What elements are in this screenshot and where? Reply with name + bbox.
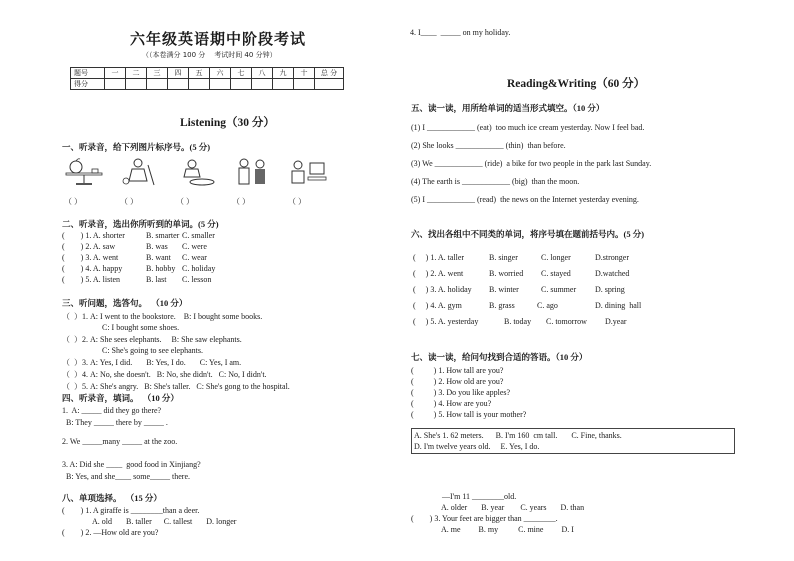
reading-writing-heading: Reading&Writing（60 分） bbox=[507, 78, 646, 90]
q2-row-c: C. were bbox=[182, 242, 207, 251]
q8-line: A. older B. year C. years D. than bbox=[441, 503, 585, 512]
q6-option-d: D. dining hall bbox=[595, 301, 642, 310]
q2-row-b: B. smarter bbox=[146, 231, 180, 240]
q1-answer-slot[interactable]: （ ） bbox=[120, 197, 138, 206]
q6-option-a: ( ) 1. A. taller bbox=[413, 253, 465, 262]
q8-line: ( ) 2. —How old are you? bbox=[62, 528, 159, 537]
q6-option-c: C. longer bbox=[541, 253, 571, 262]
listening-heading: Listening（30 分） bbox=[180, 117, 275, 129]
score-cell: 七 bbox=[231, 68, 252, 79]
q5-line: (4) The earth is ____________ (big) than the moon. bbox=[411, 177, 580, 186]
q3-line: C: I bought some shoes. bbox=[102, 323, 180, 332]
q6-option-c: C. tomorrow bbox=[546, 317, 587, 326]
apple-scale-picture bbox=[62, 157, 106, 187]
q2-row-c: C. holiday bbox=[182, 264, 216, 273]
score-cell: 总 分 bbox=[315, 68, 344, 79]
picture-row bbox=[62, 157, 332, 187]
q3-line: （ ）5. A: She's angry. B: She's taller. C: She's gong to the hospital. bbox=[62, 382, 290, 391]
score-cell: 二 bbox=[126, 68, 147, 79]
q2-row-b: B. was bbox=[146, 242, 168, 251]
q6-option-a: ( ) 5. A. yesterday bbox=[413, 317, 479, 326]
q8-line: —I'm 11 ________old. bbox=[442, 492, 517, 501]
score-input-cell[interactable] bbox=[147, 79, 168, 90]
q6-option-c: C. stayed bbox=[541, 269, 571, 278]
q3-line: （ ）4. A: No, she doesn't. B: No, she didn't. C: No, I didn't. bbox=[62, 370, 267, 379]
q7-question: ( ) 5. How tall is your mother? bbox=[411, 410, 527, 419]
score-input-cell[interactable] bbox=[189, 79, 210, 90]
q5-line: (1) I ____________ (eat) too much ice cream yesterday. Now I feel bad. bbox=[411, 123, 645, 132]
score-input-cell[interactable] bbox=[168, 79, 189, 90]
q6-option-d: D.watched bbox=[595, 269, 630, 278]
computer-picture bbox=[286, 157, 330, 187]
q6-option-a: ( ) 4. A. gym bbox=[413, 301, 462, 310]
score-table-header-row bbox=[71, 68, 344, 79]
q2-row-b: B. last bbox=[146, 275, 167, 284]
score-table bbox=[70, 67, 344, 90]
q3-line: （ ）2. A: She sees elephants. B: She saw elephants. bbox=[62, 335, 242, 344]
q6-option-b: B. grass bbox=[489, 301, 515, 310]
q1-answer-slot[interactable]: （ ） bbox=[176, 197, 194, 206]
q2-row-a: ( ) 2. A. saw bbox=[62, 242, 116, 251]
girl-sweeping-picture bbox=[118, 157, 162, 187]
q4-line: 2. We _____many _____ at the zoo. bbox=[62, 437, 178, 446]
q7-question: ( ) 3. Do you like apples? bbox=[411, 388, 511, 397]
q7-title: 七、读一读，给问句找到合适的答语。（10 分） bbox=[411, 352, 588, 362]
score-input-cell[interactable] bbox=[273, 79, 294, 90]
q6-option-c: C. summer bbox=[541, 285, 577, 294]
score-cell: 五 bbox=[189, 68, 210, 79]
score-cell: 九 bbox=[273, 68, 294, 79]
q2-title: 二、听录音，选出你所听到的单词。(5 分) bbox=[62, 219, 219, 229]
page-title: 六年级英语期中阶段考试 bbox=[130, 30, 307, 48]
q6-title: 六、找出各组中不同类的单词，将序号填在题前括号内。(5 分) bbox=[411, 229, 645, 239]
q7-answer-options: A. She's 1. 62 meters. B. I'm 160 cm tall. C. Fine, thanks. bbox=[414, 431, 622, 440]
q2-row-c: C. wear bbox=[182, 253, 207, 262]
q4-line-4: 4. I____ _____ on my holiday. bbox=[410, 28, 511, 37]
q8-line: ( ) 3. Your feet are bigger than ________. bbox=[411, 514, 558, 523]
washing-clothes-picture bbox=[174, 157, 218, 187]
score-cell: 四 bbox=[168, 68, 189, 79]
q2-row-c: C. smaller bbox=[182, 231, 215, 240]
q5-line: (2) She looks ____________ (thin) than before. bbox=[411, 141, 566, 150]
q6-option-d: D. spring bbox=[595, 285, 625, 294]
score-input-cell[interactable] bbox=[294, 79, 315, 90]
q7-question: ( ) 1. How tall are you? bbox=[411, 366, 504, 375]
q8-title: 八、单项选择。 （15 分） bbox=[62, 493, 162, 503]
q1-answer-slot[interactable]: （ ） bbox=[64, 197, 82, 206]
q6-option-b: B. winter bbox=[489, 285, 519, 294]
q4-title: 四、听录音，填词。 （10 分） bbox=[62, 393, 179, 403]
q6-option-a: ( ) 3. A. holiday bbox=[413, 285, 472, 294]
q6-option-b: B. singer bbox=[489, 253, 518, 262]
q6-option-a: ( ) 2. A. went bbox=[413, 269, 464, 278]
q6-option-b: B. worried bbox=[489, 269, 524, 278]
score-cell: 八 bbox=[252, 68, 273, 79]
q1-title: 一、听录音，给下列图片标序号。(5 分) bbox=[62, 142, 211, 152]
q4-line: B: Yes, and she____ some_____ there. bbox=[66, 472, 190, 481]
q2-row-a: ( ) 3. A. went bbox=[62, 253, 119, 262]
q6-option-c: C. ago bbox=[537, 301, 558, 310]
q7-answer-box bbox=[411, 428, 735, 454]
q2-row-a: ( ) 5. A. listen bbox=[62, 275, 120, 284]
score-input-cell[interactable] bbox=[252, 79, 273, 90]
q2-row-a: ( ) 1. A. shorter bbox=[62, 231, 125, 240]
q5-line: (5) I ____________ (read) the news on the Internet yesterday evening. bbox=[411, 195, 639, 204]
score-input-cell[interactable] bbox=[105, 79, 126, 90]
q3-line: （ ）3. A: Yes, I did. B: Yes, I do. C: Yes, I am. bbox=[62, 358, 242, 367]
q1-answer-slot[interactable]: （ ） bbox=[232, 197, 250, 206]
q5-title: 五、读一读，用所给单词的适当形式填空。（10 分） bbox=[411, 103, 605, 113]
q7-question: ( ) 4. How are you? bbox=[411, 399, 492, 408]
q6-option-d: D.stronger bbox=[595, 253, 629, 262]
score-input-cell[interactable] bbox=[210, 79, 231, 90]
score-input-cell[interactable] bbox=[126, 79, 147, 90]
q3-line: （ ）1. A: I went to the bookstore. B: I bought some books. bbox=[62, 312, 263, 321]
exam-info: （（本卷满分 100 分 考试时间 40 分钟） bbox=[142, 51, 277, 59]
q6-option-d: D.year bbox=[605, 317, 627, 326]
q3-line: C: She's going to see elephants. bbox=[102, 346, 203, 355]
q2-row-a: ( ) 4. A. happy bbox=[62, 264, 123, 273]
q5-line: (3) We ____________ (ride) a bike for two people in the park last Sunday. bbox=[411, 159, 652, 168]
score-cell: 一 bbox=[105, 68, 126, 79]
q8-line: ( ) 1. A giraffe is ________than a deer. bbox=[62, 506, 200, 515]
score-cell: 六 bbox=[210, 68, 231, 79]
q8-line: A. old B. taller C. tallest D. longer bbox=[92, 517, 237, 526]
two-people-picture bbox=[230, 157, 274, 187]
q7-question: ( ) 2. How old are you? bbox=[411, 377, 504, 386]
q8-line: A. me B. my C. mine D. I bbox=[441, 525, 574, 534]
q1-answer-slot[interactable]: （ ） bbox=[288, 197, 306, 206]
score-cell: 十 bbox=[294, 68, 315, 79]
q7-answer-options: D. I'm twelve years old. E. Yes, I do. bbox=[414, 442, 540, 451]
q4-line: 3. A: Did she ____ good food in Xinjiang? bbox=[62, 460, 201, 469]
score-table-score-row bbox=[71, 79, 344, 90]
score-input-cell[interactable] bbox=[231, 79, 252, 90]
q4-line: B: They _____ there by _____ . bbox=[66, 418, 168, 427]
q6-option-b: B. today bbox=[504, 317, 532, 326]
score-input-cell[interactable] bbox=[315, 79, 344, 90]
q3-title: 三、听问题，选答句。 （10 分） bbox=[62, 298, 188, 308]
q2-row-b: B. hobby bbox=[146, 264, 176, 273]
q2-row-c: C. lesson bbox=[182, 275, 212, 284]
q4-line: 1. A: _____ did they go there? bbox=[62, 406, 162, 415]
q2-row-b: B. want bbox=[146, 253, 171, 262]
score-cell: 题号 bbox=[71, 68, 105, 79]
score-cell: 得分 bbox=[71, 79, 105, 90]
score-cell: 三 bbox=[147, 68, 168, 79]
